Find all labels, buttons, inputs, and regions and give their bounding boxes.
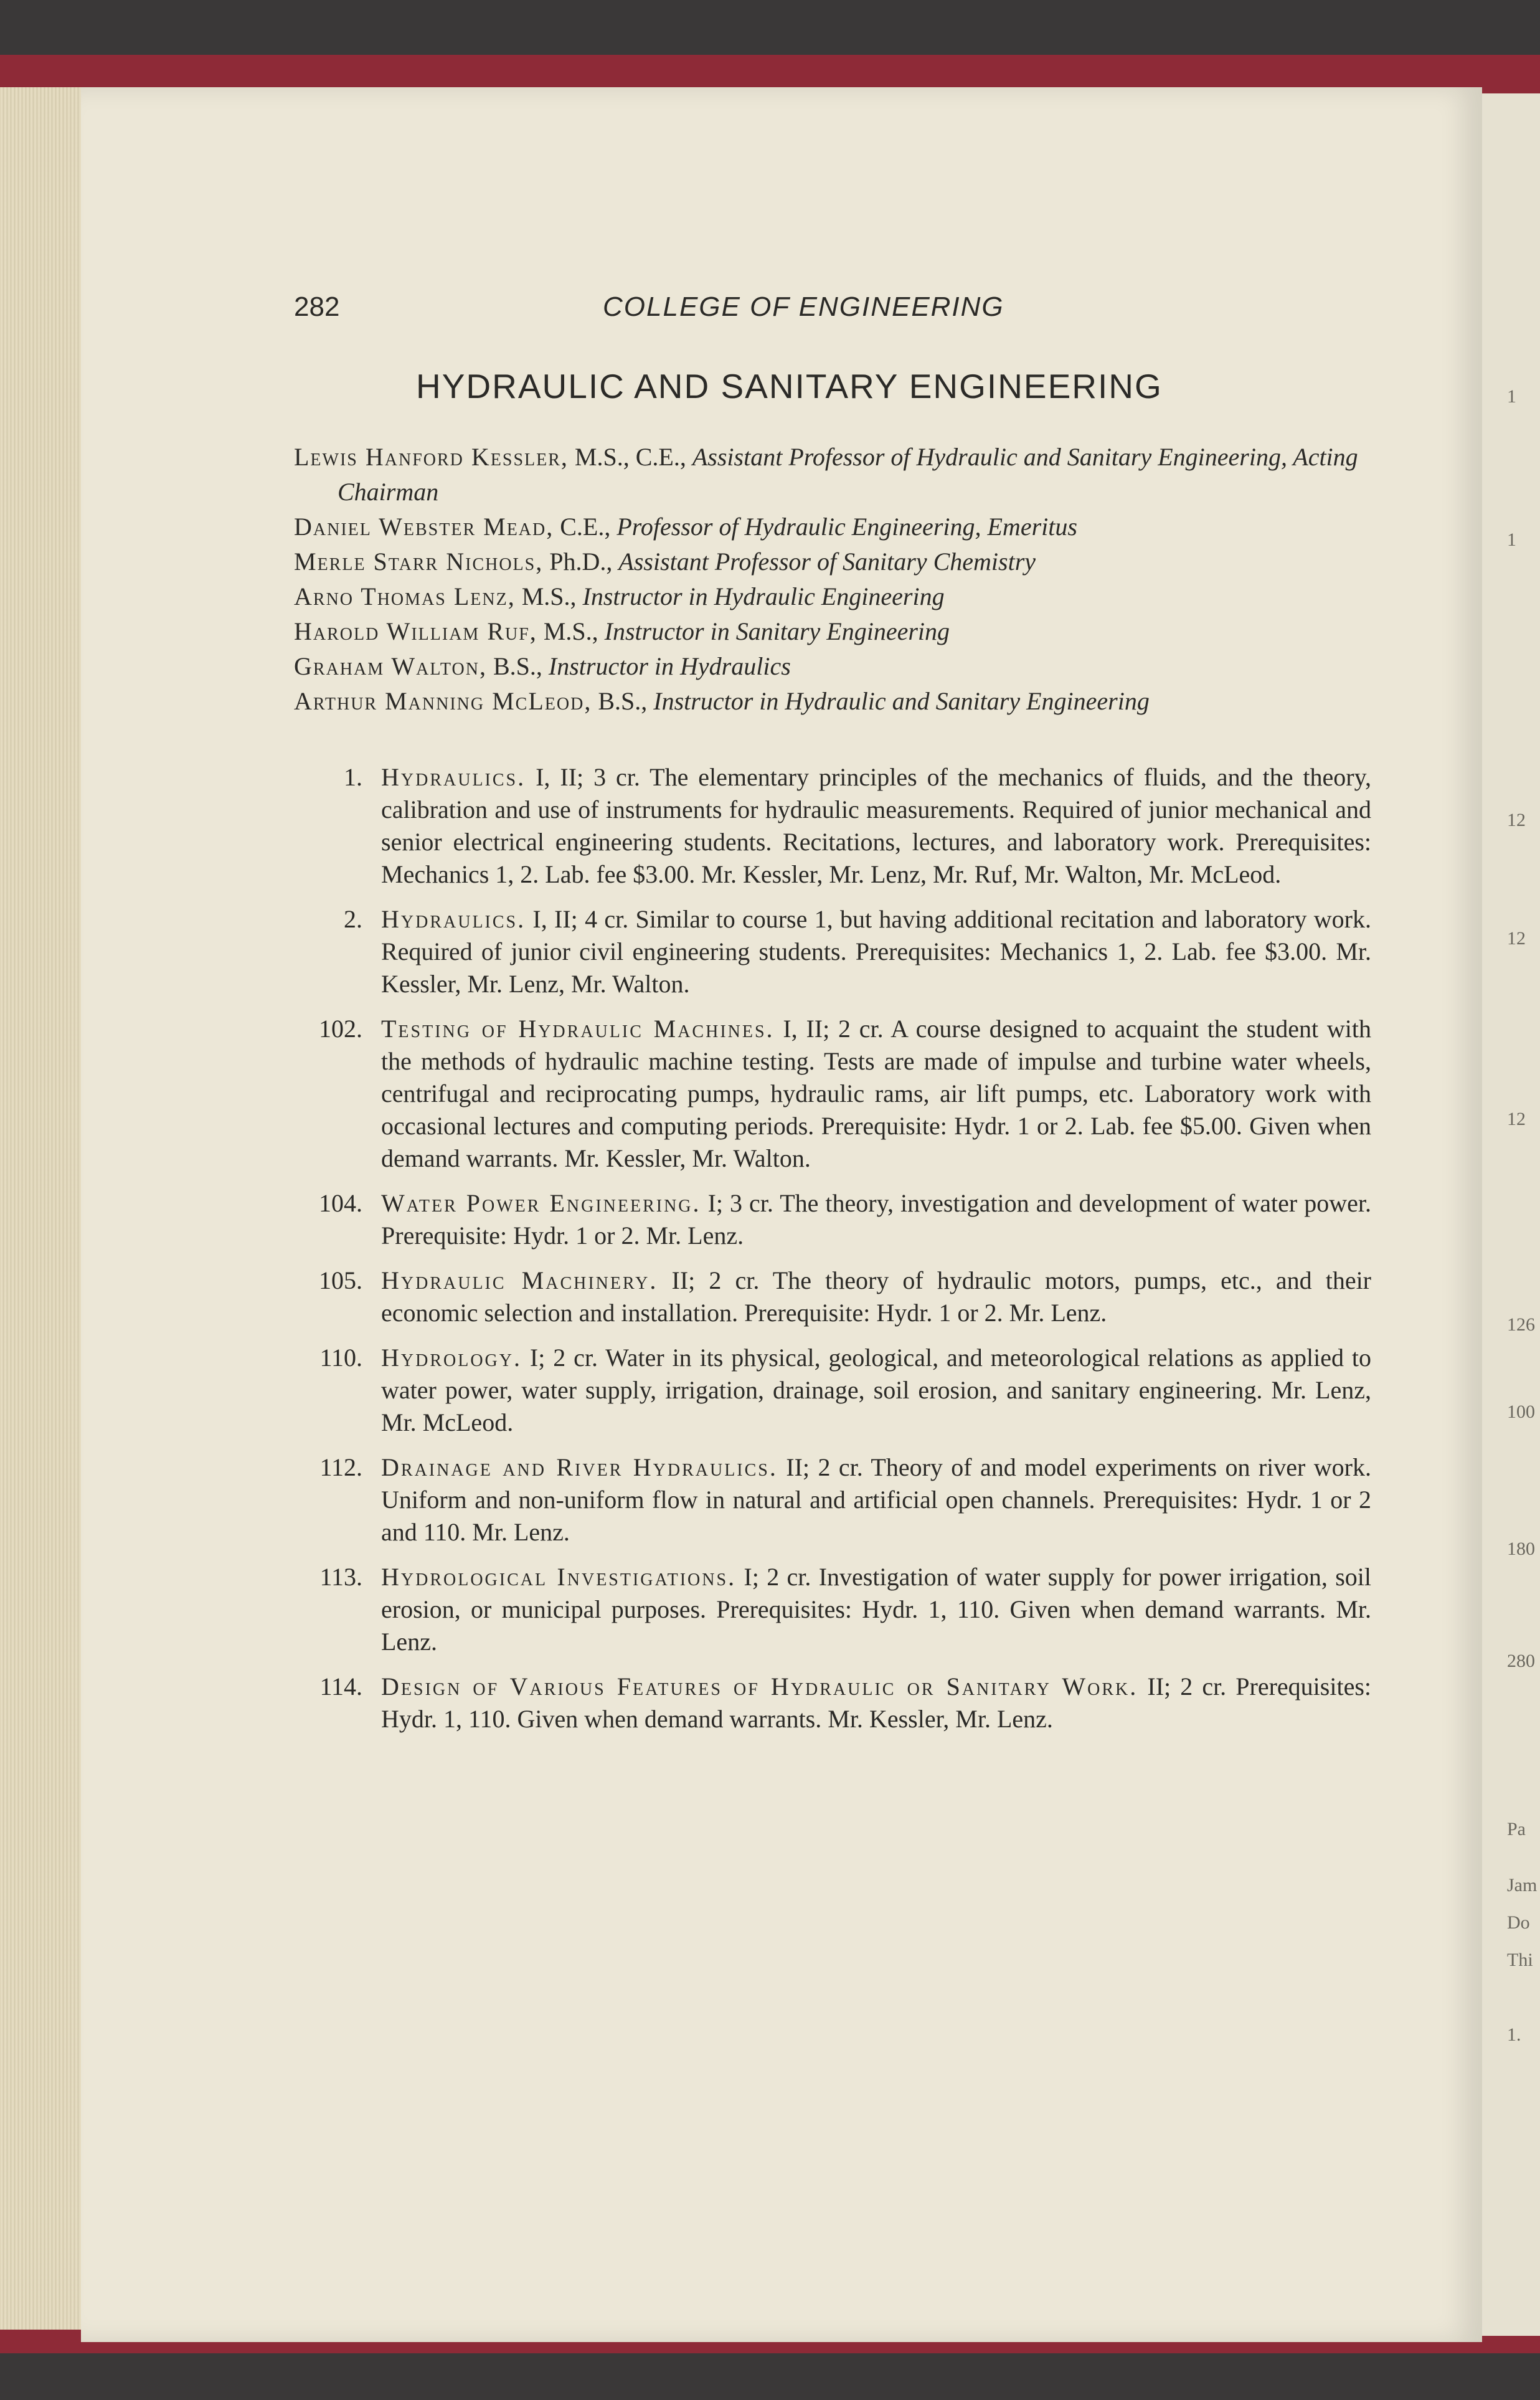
faculty-entry [294,684,1371,719]
course-title: Drainage and River Hydraulics. [381,1453,778,1481]
faculty-name: Harold William Ruf, [294,617,537,645]
faculty-title: Assistant Professor of Sanitary Chemistry [618,548,1036,576]
edge-text: 1 [1507,386,1516,407]
faculty-degrees: M.S., [543,617,598,645]
course-entry [294,1561,1371,1658]
edge-text: 100 [1507,1402,1535,1422]
faculty-degrees: C.E., [560,513,611,541]
course-title: Hydraulics. [381,763,526,791]
course-entry [294,1013,1371,1175]
faculty-name: Arthur Manning McLeod, [294,687,592,715]
edge-text: 12 [1507,928,1526,949]
next-page-edge [1482,93,1540,2336]
faculty-title: Instructor in Sanitary Engineering [604,617,950,645]
edge-text: 126 [1507,1314,1535,1335]
course-entry [294,1671,1371,1735]
edge-text: 1 [1507,529,1516,550]
course-number: 113. [319,1563,362,1591]
course-entry [294,1187,1371,1252]
course-number: 112. [319,1453,362,1481]
faculty-name: Graham Walton, [294,652,487,680]
edge-text: Pa [1507,1819,1526,1839]
edge-text: 12 [1507,1109,1526,1129]
page-edges [0,87,87,2330]
faculty-title: Assistant Professor of Hydraulic and Sanitary Engineering, Acting Chairman [338,443,1358,506]
course-body: I; 2 cr. Water in its physical, geological, and meteorological relations as applied to water power, water supply, irrigation, drainage, soil erosion, and sanitary engineering. Mr. Lenz, Mr. McLeod. [381,1344,1372,1436]
course-title: Hydrological Investigations. [381,1563,737,1591]
faculty-entry [294,614,1371,649]
faculty-entry [294,510,1371,544]
course-body: I; 2 cr. Investigation of water supply for power irrigation, soil erosion, or municipal purposes. Prerequisites: Hydr. 1, 110. Given when demand warrants. Mr. Lenz. [381,1563,1371,1656]
department-title: HYDRAULIC AND SANITARY ENGINEERING [416,367,1163,406]
course-body: II; 2 cr. The theory of hydraulic motors, pumps, etc., and their economic selection and installation. Prerequisite: Hydr. 1 or 2. Mr. Lenz. [381,1266,1372,1327]
faculty-entry [294,579,1371,614]
course-list [294,761,1371,1748]
faculty-name: Arno Thomas Lenz, [294,582,516,610]
faculty-list [294,440,1371,719]
course-number: 104. [319,1189,362,1217]
course-body: I, II; 4 cr. Similar to course 1, but having additional recitation and laboratory work. Required of junior civil engineering students. Prerequisites: Mechanics 1, 2. Lab. fee $3.00. Mr. Kessler, Mr. Lenz, Mr. Walton. [381,905,1371,998]
faculty-title: Instructor in Hydraulic Engineering [582,582,945,610]
faculty-name: Lewis Hanford Kessler, [294,443,569,471]
edge-text: Do [1507,1912,1530,1933]
course-entry [294,761,1371,891]
course-number: 2. [344,905,362,933]
faculty-entry [294,649,1371,684]
course-body: I, II; 2 cr. A course designed to acquaint the student with the methods of hydraulic machine testing. Tests are made of impulse and turbine water wheels, centrifugal and reciprocating pumps, hydraulic rams, air lift pumps, etc. Laboratory work with occasional lectures and computing periods. Prerequisite: Hydr. 1 or 2. Lab. fee $5.00. Given when demand warrants. Mr. Kessler, Mr. Walton. [381,1015,1372,1172]
faculty-name: Daniel Webster Mead, [294,513,554,541]
edge-text: Jam [1507,1875,1538,1895]
course-number: 105. [319,1266,362,1294]
course-entry [294,1451,1371,1549]
course-body: II; 2 cr. Prerequisites: Hydr. 1, 110. Given when demand warrants. Mr. Kessler, Mr. Lenz. [381,1672,1372,1733]
course-entry [294,1342,1371,1439]
faculty-degrees: B.S., [493,652,542,680]
faculty-name: Merle Starr Nichols, [294,548,544,576]
course-body: I; 3 cr. The theory, investigation and development of water power. Prerequisite: Hydr. 1 or 2. Mr. Lenz. [381,1189,1372,1250]
course-number: 1. [344,763,362,791]
faculty-degrees: Ph.D., [549,548,613,576]
faculty-entry [294,544,1371,579]
edge-text: 1. [1507,2024,1521,2045]
faculty-title: Instructor in Hydraulics [548,652,791,680]
edge-text: 280 [1507,1651,1535,1671]
faculty-degrees: B.S., [598,687,648,715]
course-title: Design of Various Features of Hydraulic or Sanitary Work. [381,1672,1138,1700]
course-entry [294,1264,1371,1329]
faculty-title: Instructor in Hydraulic and Sanitary Engineering [653,687,1150,715]
running-head: COLLEGE OF ENGINEERING [603,292,1004,322]
course-number: 110. [319,1344,362,1372]
page-number: 282 [294,292,340,322]
faculty-degrees: M.S., [521,582,577,610]
course-title: Water Power Engineering. [381,1189,701,1217]
course-number: 114. [319,1672,362,1700]
faculty-degrees: M.S., C.E., [574,443,686,471]
faculty-entry [294,440,1371,510]
course-body: II; 2 cr. Theory of and model experiments on river work. Uniform and non-uniform flow in natural and artificial open channels. Prerequisites: Hydr. 1 or 2 and 110. Mr. Lenz. [381,1453,1371,1546]
course-number: 102. [319,1015,362,1043]
edge-text: Thi [1507,1950,1533,1970]
course-title: Hydraulic Machinery. [381,1266,658,1294]
faculty-title: Professor of Hydraulic Engineering, Emeritus [616,513,1077,541]
edge-text: 12 [1507,810,1526,830]
course-title: Hydrology. [381,1344,522,1372]
course-entry [294,903,1371,1000]
course-title: Hydraulics. [381,905,526,933]
course-body: I, II; 3 cr. The elementary principles of the mechanics of fluids, and the theory, calibration and use of instruments for hydraulic measurements. Required of junior mechanical and senior electrical engineering students. Recitations, lectures, and laboratory work. Prerequisites: Mechanics 1, 2. Lab. fee $3.00. Mr. Kessler, Mr. Lenz, Mr. Ruf, Mr. Walton, Mr. McLeod. [381,763,1371,888]
course-title: Testing of Hydraulic Machines. [381,1015,775,1043]
edge-text: 180 [1507,1539,1535,1559]
